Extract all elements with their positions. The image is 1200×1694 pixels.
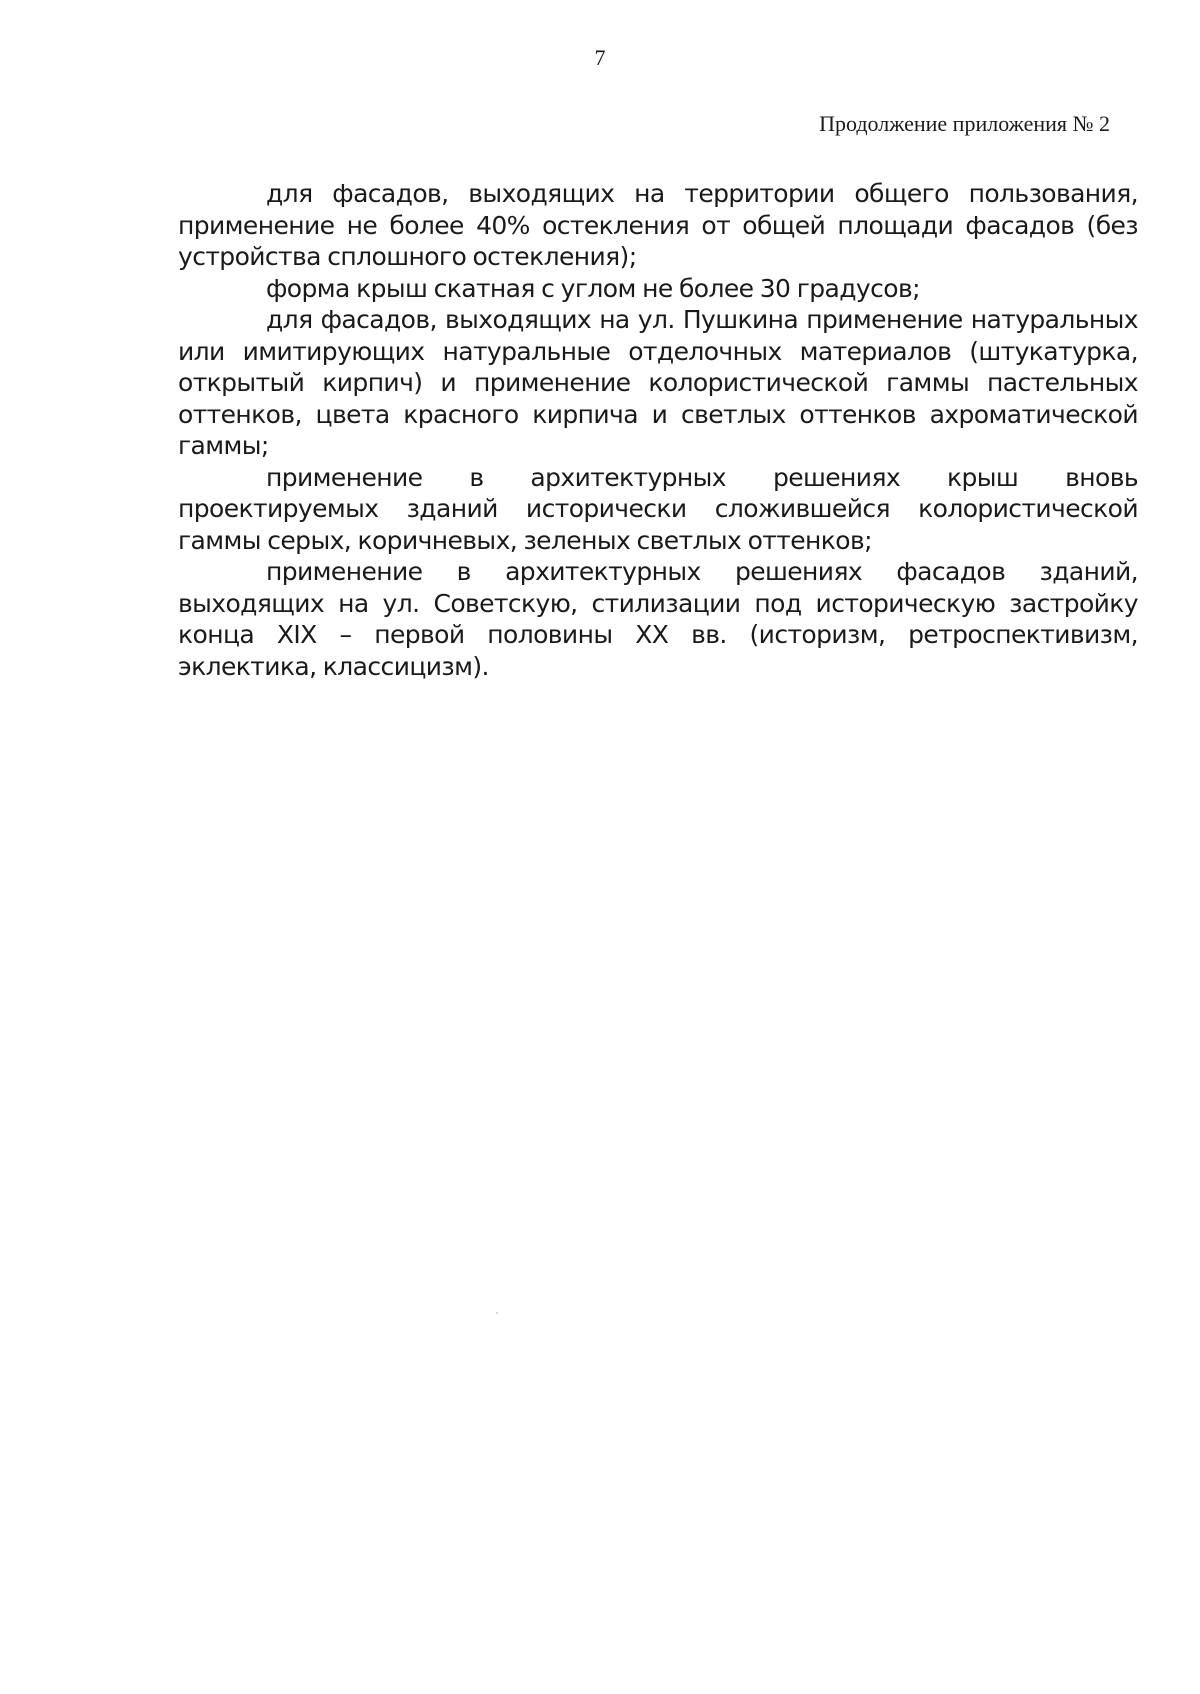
scan-artifact — [496, 1312, 498, 1314]
page-number: 7 — [594, 45, 606, 70]
paragraph-roof-shape: форма крыш скатная с углом не более 30 градусов; — [266, 273, 920, 303]
paragraph-sovetskaya-street-stylization: применение в архитектурных решениях фасадов зданий, выходящих на ул. Советскую, стилизации под историческую застройку конца XIX – первой половины XX вв. (историзм, ретроспективизм, эклектика, классицизм). — [178, 557, 1138, 681]
appendix-continuation-note: Продолжение приложения № 2 — [819, 111, 1110, 136]
paragraph-roof-colors: применение в архитектурных решениях крыш вновь проектируемых зданий исторически сложившейся колористической гаммы серых, коричневых, зеленых светлых оттенков; — [178, 462, 1138, 555]
paragraph-facade-glazing: для фасадов, выходящих на территории общего пользования, применение не более 40% остекления от общей площади фасадов (без устройства сплошного остекления); — [178, 179, 1138, 271]
paragraph-pushkin-street-facades: для фасадов, выходящих на ул. Пушкина применение натуральных или имитирующих натуральные отделочных материалов (штукатурка, открытый кирпич) и применение колористической гаммы пастельных оттенков, цвета красного кирпича и светлых оттенков ахроматической гаммы; — [178, 305, 1138, 460]
document-body — [178, 178, 1138, 682]
